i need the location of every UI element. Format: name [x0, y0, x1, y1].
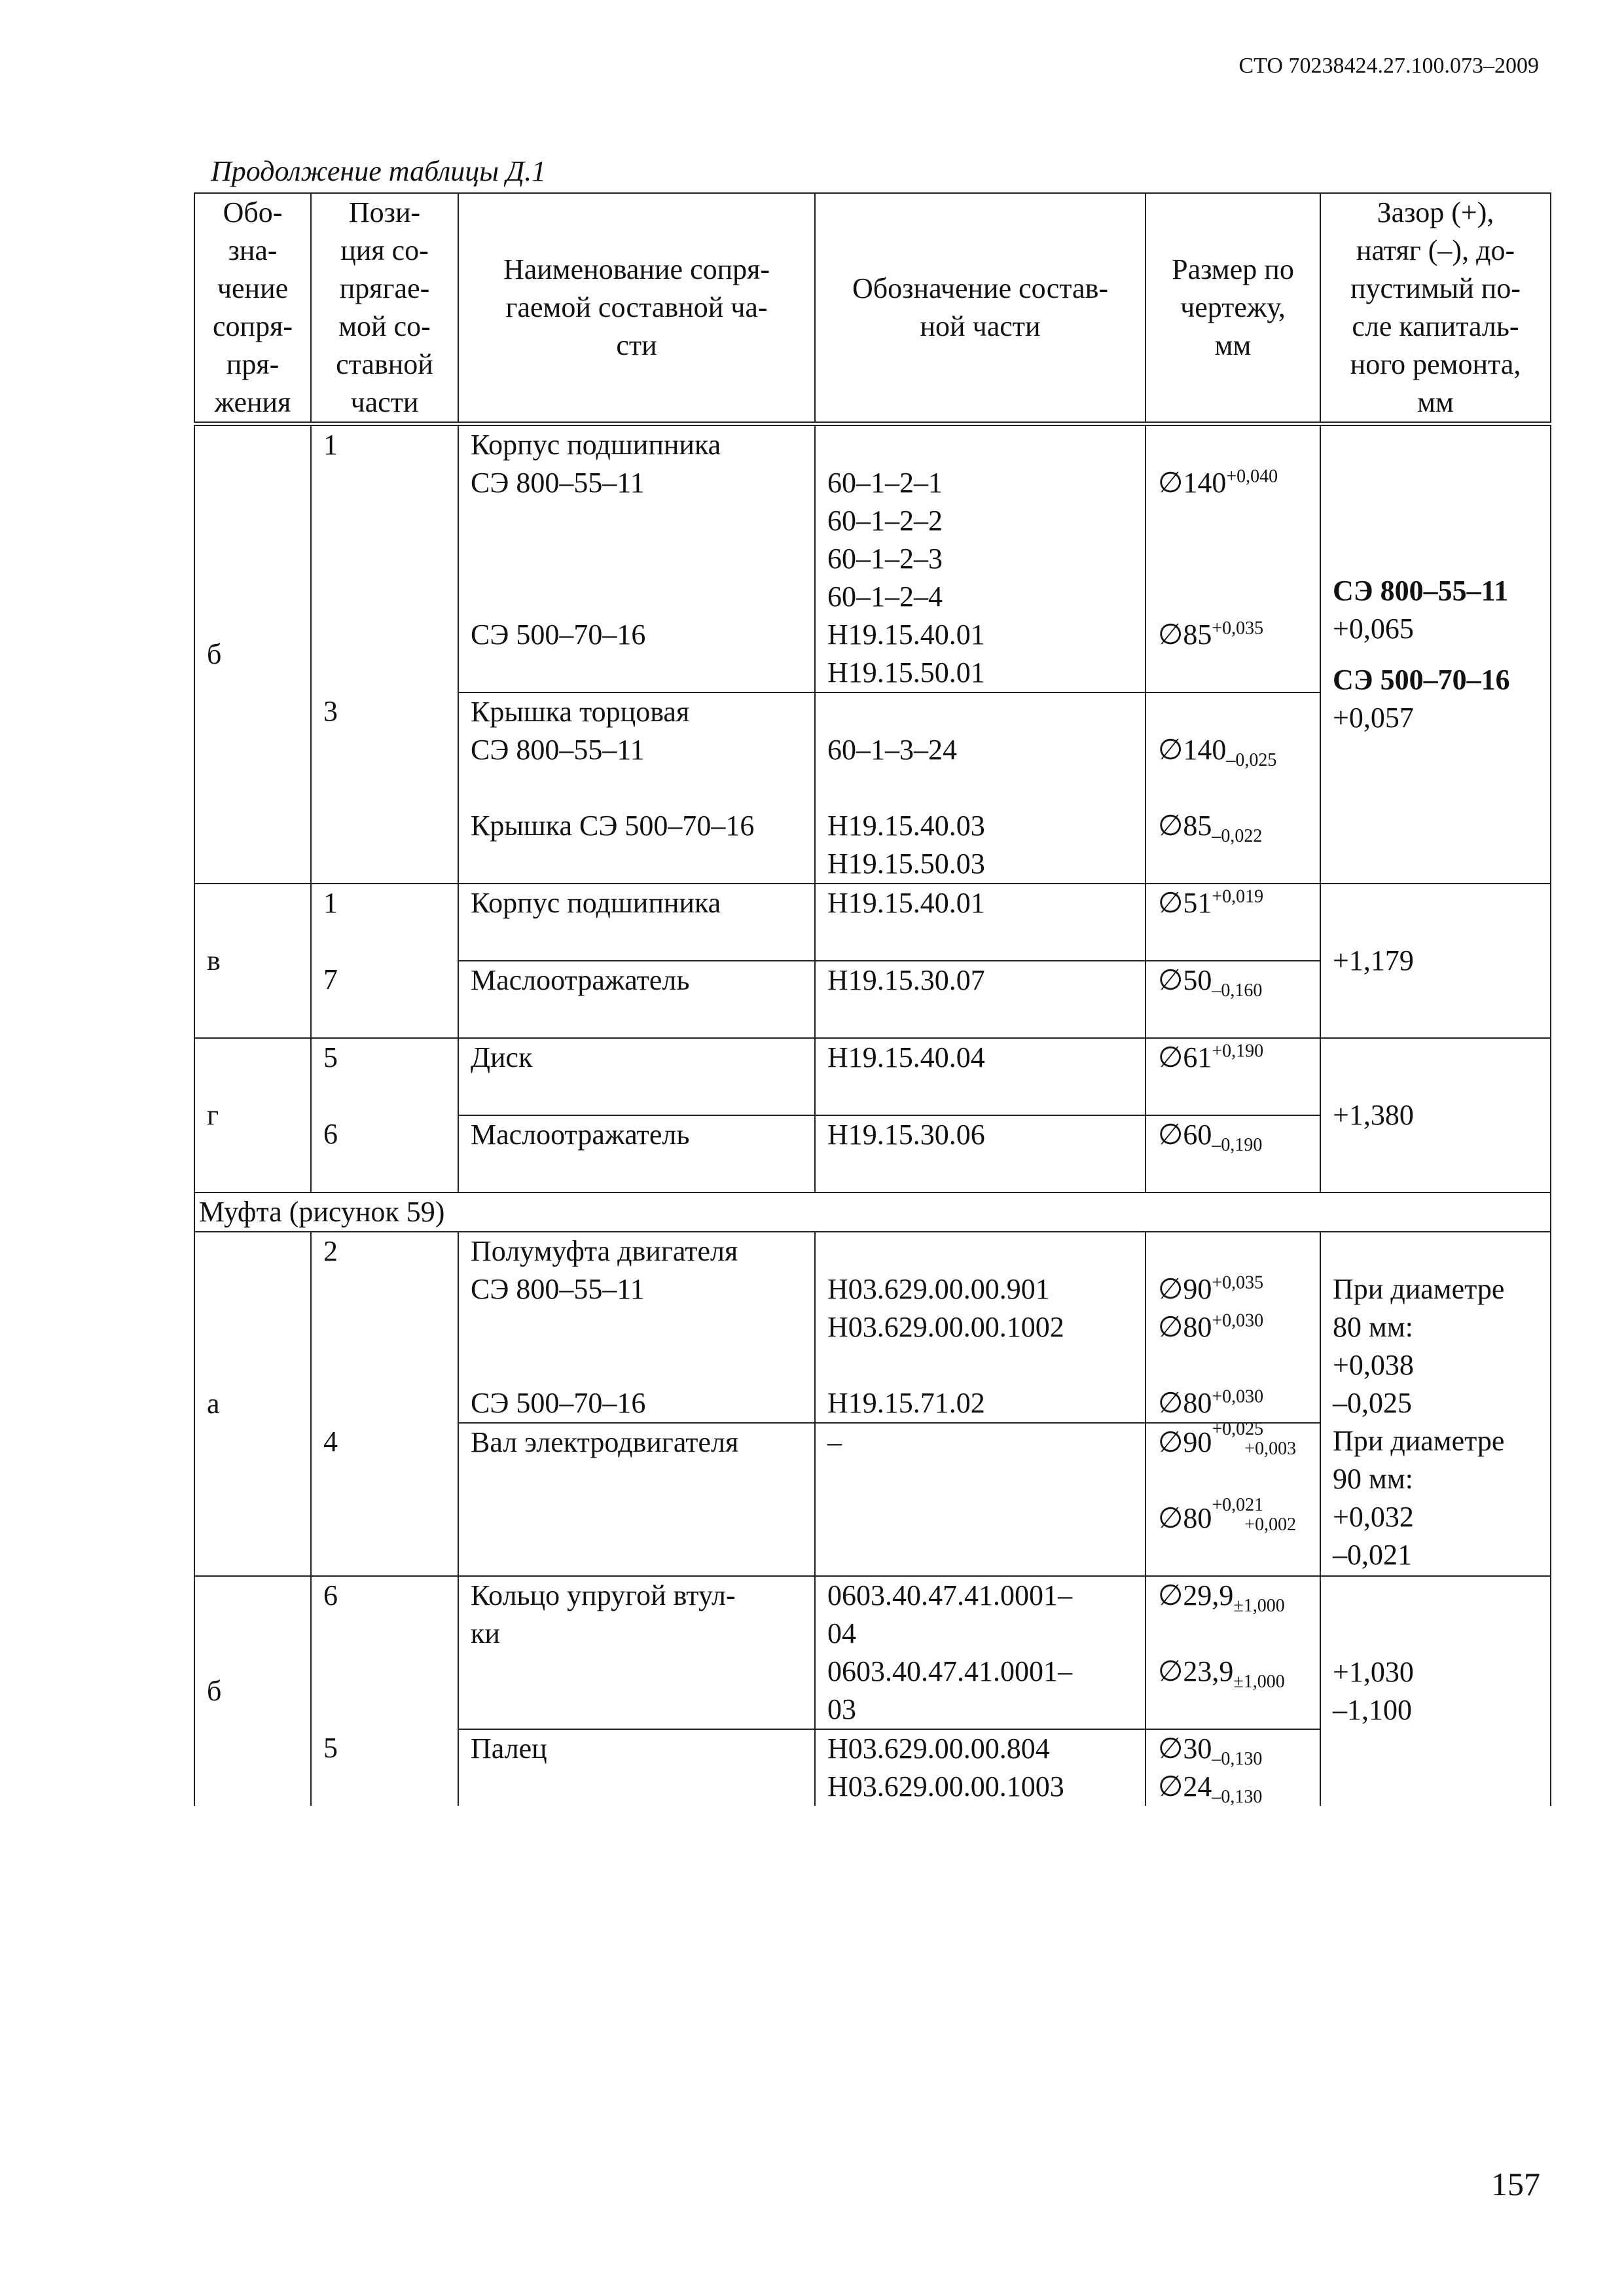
- dimension: $\emptyset 85_{-0,022}$: [1158, 810, 1263, 846]
- spec-table: [194, 192, 1551, 1806]
- part-designation: –: [815, 1423, 1146, 1576]
- clearance-value: +1,380: [1320, 1038, 1551, 1193]
- part-name: Вал электродвигателя: [458, 1423, 815, 1576]
- section-title: Муфта (рисунок 59): [194, 1193, 1551, 1232]
- col-header-size: Размер по чертежу, мм: [1146, 193, 1320, 424]
- table-row: [194, 1576, 1551, 1729]
- dimension: $\emptyset 80^{+0,030}$: [1158, 1310, 1264, 1343]
- part-position: 6: [311, 1576, 458, 1729]
- mate-code: б: [194, 1576, 311, 1806]
- drawing-size: [1146, 1576, 1320, 1729]
- dimension: ∅90 +0,025 +0,003: [1158, 1419, 1297, 1459]
- part-position: 3: [311, 692, 458, 884]
- mate-code: в: [194, 884, 311, 1038]
- mate-code: б: [194, 424, 311, 884]
- part-position: 1: [311, 424, 458, 693]
- table-row: [194, 1038, 1551, 1115]
- dimension: $\emptyset 60_{-0,190}$: [1158, 1119, 1263, 1155]
- dimension: $\emptyset 51^{+0,019}$: [1158, 886, 1264, 919]
- part-designation: 60–1–3–24 Н19.15.40.03 Н19.15.50.03: [815, 692, 1146, 884]
- part-designation: 60–1–2–1 60–1–2–2 60–1–2–3 60–1–2–4 Н19.15.40.01 Н19.15.50.01: [815, 424, 1146, 693]
- drawing-size: [1146, 1419, 1320, 1576]
- clearance-value: При диаметре 80 мм: +0,038 –0,025 При диаметре 90 мм: +0,032 –0,021: [1320, 1232, 1551, 1576]
- document-code: СТО 70238424.27.100.073–2009: [1238, 54, 1539, 78]
- part-position: 1: [311, 884, 458, 961]
- clearance-value: +1,030 –1,100: [1320, 1576, 1551, 1806]
- section-row: [194, 1193, 1551, 1232]
- drawing-size: [1146, 1729, 1320, 1806]
- part-designation: Н19.15.30.06: [815, 1115, 1146, 1193]
- dimension: $\emptyset 29,9_{\pm 1,000}$: [1158, 1579, 1285, 1616]
- table-row: [194, 424, 1551, 693]
- drawing-size: [1146, 884, 1320, 961]
- mate-code: а: [194, 1232, 311, 1576]
- clearance-value: СЭ 800–55–11 +0,065 СЭ 500–70–16 +0,057: [1320, 424, 1551, 884]
- col-header-position: Пози- ция со- прягае- мой со- ставной части: [311, 193, 458, 424]
- table-row: [194, 884, 1551, 961]
- part-name: Кольцо упругой втул- ки: [458, 1576, 815, 1729]
- dimension: $\emptyset 140_{-0,025}$: [1158, 734, 1277, 770]
- dimension: $\emptyset 90^{+0,035}$: [1158, 1272, 1264, 1305]
- part-name: Корпус подшипника СЭ 800–55–11 СЭ 500–70–16: [458, 424, 815, 693]
- table-caption: Продолжение таблицы Д.1: [211, 155, 547, 187]
- drawing-size: [1146, 961, 1320, 1038]
- part-designation: Н19.15.40.01: [815, 884, 1146, 961]
- col-header-designation: Обо- зна- чение сопря- пря- жения: [194, 193, 311, 424]
- part-name: Диск: [458, 1038, 815, 1115]
- col-header-part-designation: Обозначение состав- ной части: [815, 193, 1146, 424]
- part-name: Маслоотражатель: [458, 1115, 815, 1193]
- drawing-size: [1146, 424, 1320, 693]
- drawing-size: [1146, 1038, 1320, 1115]
- part-designation: Н19.15.40.04: [815, 1038, 1146, 1115]
- mate-code: г: [194, 1038, 311, 1193]
- drawing-size: [1146, 1232, 1320, 1423]
- part-position: 7: [311, 961, 458, 1038]
- dimension: ∅80 +0,021 +0,002: [1158, 1495, 1297, 1535]
- col-header-name: Наименование сопря- гаемой составной ча- сти: [458, 193, 815, 424]
- dimension: $\emptyset 61^{+0,190}$: [1158, 1041, 1264, 1073]
- part-designation: Н03.629.00.00.901 Н03.629.00.00.1002 Н19.15.71.02: [815, 1232, 1146, 1423]
- part-designation: 0603.40.47.41.0001– 04 0603.40.47.41.0001– 03: [815, 1576, 1146, 1729]
- part-designation: Н19.15.30.07: [815, 961, 1146, 1038]
- table-row: [194, 1232, 1551, 1423]
- dimension: $\emptyset 23,9_{\pm 1,000}$: [1158, 1655, 1285, 1692]
- clearance-value: +1,179: [1320, 884, 1551, 1038]
- dimension: $\emptyset 80^{+0,030}$: [1158, 1386, 1264, 1419]
- part-name: Маслоотражатель: [458, 961, 815, 1038]
- drawing-size: [1146, 1115, 1320, 1193]
- part-name: Корпус подшипника: [458, 884, 815, 961]
- dimension: $\emptyset 30_{-0,130}$: [1158, 1732, 1263, 1769]
- drawing-size: [1146, 692, 1320, 884]
- part-name: Палец: [458, 1729, 815, 1806]
- dimension: $\emptyset 50_{-0,160}$: [1158, 964, 1263, 1001]
- part-name: Полумуфта двигателя СЭ 800–55–11 СЭ 500–70–16: [458, 1232, 815, 1423]
- part-position: 2: [311, 1232, 458, 1423]
- col-header-clearance: Зазор (+), натяг (–), до- пустимый по- сле капиталь- ного ремонта, мм: [1320, 193, 1551, 424]
- page-number: 157: [1491, 2166, 1540, 2202]
- dimension: $\emptyset 85^{+0,035}$: [1158, 618, 1264, 651]
- part-position: 5: [311, 1038, 458, 1115]
- dimension: $\emptyset 140^{+0,040}$: [1158, 466, 1278, 499]
- part-position: 4: [311, 1423, 458, 1576]
- header-row: [194, 193, 1551, 424]
- dimension: $\emptyset 24_{-0,130}$: [1158, 1770, 1263, 1807]
- part-position: 5: [311, 1729, 458, 1806]
- part-position: 6: [311, 1115, 458, 1193]
- part-name: Крышка торцовая СЭ 800–55–11 Крышка СЭ 500–70–16: [458, 692, 815, 884]
- part-designation: Н03.629.00.00.804 Н03.629.00.00.1003: [815, 1729, 1146, 1806]
